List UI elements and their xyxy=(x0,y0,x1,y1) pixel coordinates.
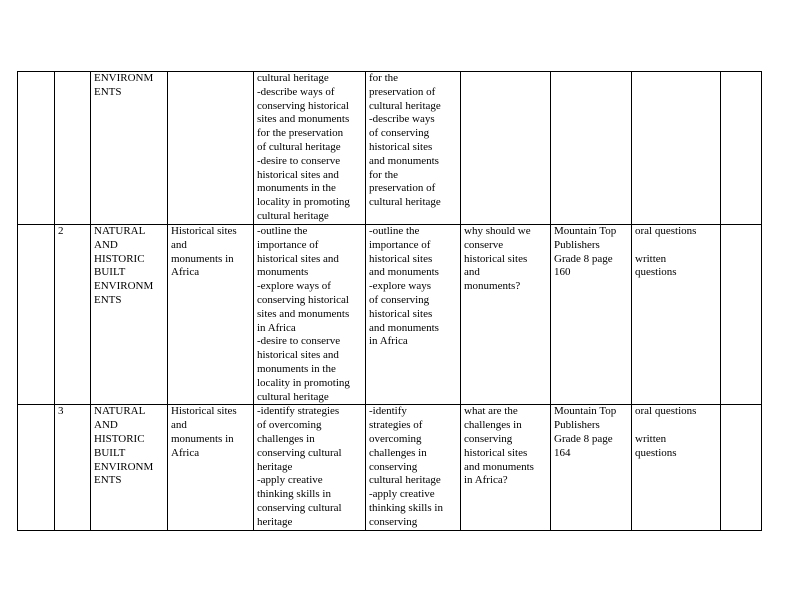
remarks-cell xyxy=(721,72,762,225)
key-inquiry-cell xyxy=(461,72,551,225)
strand-cell: NATURAL AND HISTORIC BUILT ENVIRONM ENTS xyxy=(91,405,168,530)
resources-cell: Mountain Top Publishers Grade 8 page 164 xyxy=(551,405,632,530)
lesson-cell xyxy=(18,225,55,405)
strand-cell: ENVIRONM ENTS xyxy=(91,72,168,225)
table-row xyxy=(18,225,762,405)
table-row xyxy=(18,72,762,225)
assessment-cell xyxy=(632,72,721,225)
week-cell xyxy=(55,72,91,225)
key-inquiry-cell: why should we conserve historical sites and monuments? xyxy=(461,225,551,405)
lesson-cell xyxy=(18,405,55,530)
assessment-cell: oral questions written questions xyxy=(632,405,721,530)
learning-experiences-cell: -identify strategies of overcoming challenges in conserving cultural heritage -apply creative thinking skills in conserving xyxy=(366,405,461,530)
scheme-of-work-table xyxy=(17,71,762,531)
assessment-cell: oral questions written questions xyxy=(632,225,721,405)
remarks-cell xyxy=(721,405,762,530)
sub-strand-cell: Historical sites and monuments in Africa xyxy=(168,225,254,405)
sub-strand-cell: Historical sites and monuments in Africa xyxy=(168,405,254,530)
lesson-cell xyxy=(18,72,55,225)
key-inquiry-cell: what are the challenges in conserving historical sites and monuments in Africa? xyxy=(461,405,551,530)
resources-cell xyxy=(551,72,632,225)
resources-cell: Mountain Top Publishers Grade 8 page 160 xyxy=(551,225,632,405)
week-cell: 3 xyxy=(55,405,91,530)
learning-experiences-cell: for the preservation of cultural heritage -describe ways of conserving historical sites and monuments for the preservation of cultural heritage xyxy=(366,72,461,225)
strand-cell: NATURAL AND HISTORIC BUILT ENVIRONM ENTS xyxy=(91,225,168,405)
learning-outcomes-cell: -identify strategies of overcoming challenges in conserving cultural heritage -apply creative thinking skills in conserving cultural heritage xyxy=(254,405,366,530)
sub-strand-cell xyxy=(168,72,254,225)
learning-outcomes-cell: cultural heritage -describe ways of conserving historical sites and monuments for the preservation of cultural heritage -desire to conserve historical sites and monuments in the locality in promoting cultural heritage xyxy=(254,72,366,225)
remarks-cell xyxy=(721,225,762,405)
learning-outcomes-cell: -outline the importance of historical sites and monuments -explore ways of conserving historical sites and monuments in Africa -desire to conserve historical sites and monuments in the locality in promoting cultural heritage xyxy=(254,225,366,405)
learning-experiences-cell: -outline the importance of historical sites and monuments -explore ways of conserving historical sites and monuments in Africa xyxy=(366,225,461,405)
week-cell: 2 xyxy=(55,225,91,405)
table-row xyxy=(18,405,762,530)
